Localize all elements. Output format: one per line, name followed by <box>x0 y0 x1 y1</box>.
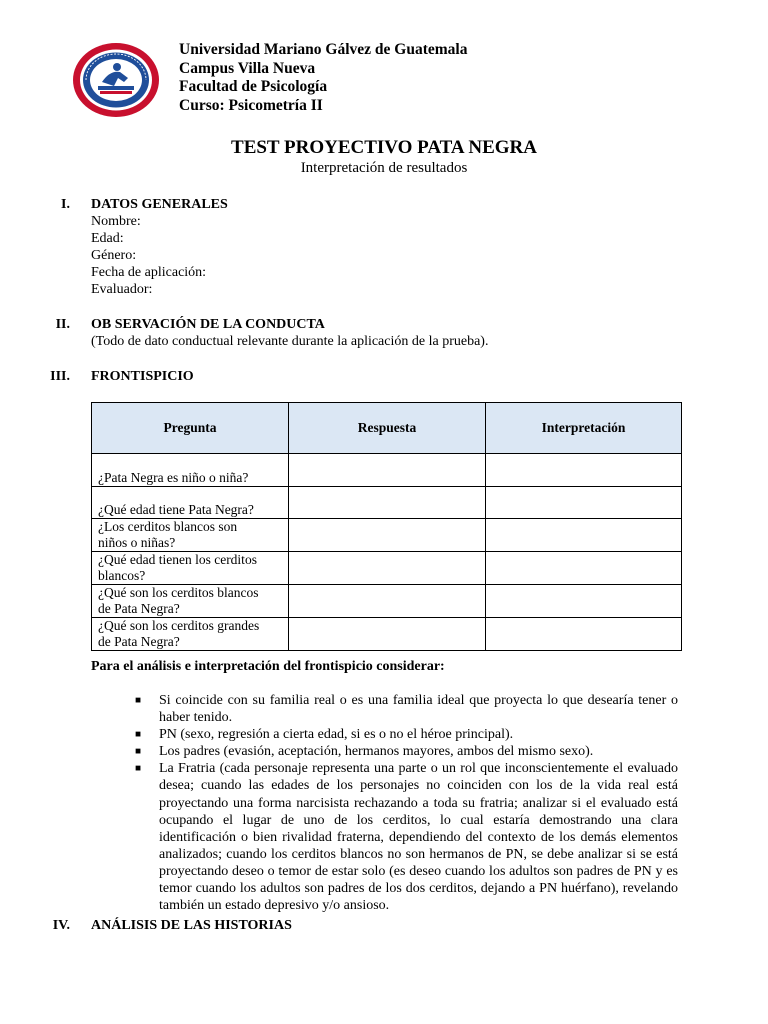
analysis-heading: Para el análisis e interpretación del frontispicio considerar: <box>91 659 445 674</box>
institution-header <box>179 41 467 115</box>
document-subtitle: Interpretación de resultados <box>300 160 468 176</box>
document-title: TEST PROYECTIVO PATA NEGRA <box>231 137 537 158</box>
answer-cell[interactable] <box>289 519 486 552</box>
field-evaluador: Evaluador: <box>91 282 153 297</box>
question-text: ¿Qué edad tienen los cerditos <box>98 552 257 567</box>
interpretation-cell[interactable] <box>486 519 682 552</box>
section-1-title: DATOS GENERALES <box>91 197 228 212</box>
answer-cell[interactable] <box>289 552 486 585</box>
answer-cell[interactable] <box>289 487 486 519</box>
section-3-title: FRONTISPICIO <box>91 369 194 384</box>
analysis-bullet-list <box>134 692 678 914</box>
question-text: ¿Los cerditos blancos son <box>98 519 238 534</box>
faculty-name: Facultad de Psicología <box>179 78 328 95</box>
table-row <box>92 618 682 651</box>
field-fecha: Fecha de aplicación: <box>91 265 207 280</box>
interpretation-cell[interactable] <box>486 552 682 585</box>
interpretation-cell[interactable] <box>486 618 682 651</box>
header-pregunta: Pregunta <box>92 403 289 454</box>
bullet-text: PN (sexo, regresión a cierta edad, si es o no el héroe principal). <box>159 727 514 743</box>
question-text: ¿Pata Negra es niño o niña? <box>98 470 249 485</box>
bullet-text: La Fratria (cada personaje representa una parte o un rol que inconscientemente el evaluado desea; cuando las edades de los personajes no coinciden con los de la vida real está proyectando una forma narcisista rechazando a toda su fratria; analizar si el evaluado está ocupando el lugar de uno de los cerditos, lo cual estaría demostrando una clara identificación o bien rivalidad fraterna, dependiendo del contexto de los demás elementos analizados; cuando los cerditos blancos no son hermanos de PN, se debe analizar si se está proyectando deseo o temor de estar solo (es deseo cuando los adultos son padres de PN y es temor cuando los adultos son padres de los dos cerditos, dejando a PN huérfano), revelando también un estado depresivo y/o ansioso. <box>159 761 678 914</box>
question-cell <box>92 585 289 618</box>
question-cell <box>92 519 289 552</box>
list-item <box>134 692 678 726</box>
bullet-text: Si coincide con su familia real o es una familia ideal que proyecta lo que desearía tener o haber tenido. <box>159 693 678 726</box>
table-row <box>92 552 682 585</box>
section-3-number: III. <box>50 369 70 384</box>
table-row <box>92 519 682 552</box>
course-name: Curso: Psicometría II <box>179 96 323 114</box>
section-2-number: II. <box>55 317 70 332</box>
interpretation-cell[interactable] <box>486 585 682 618</box>
table-row <box>92 585 682 618</box>
square-bullet-icon: ■ <box>135 729 142 741</box>
university-name: Universidad Mariano Gálvez de Guatemala <box>179 41 468 58</box>
question-text: blancos? <box>98 568 146 583</box>
interpretation-cell[interactable] <box>486 454 682 487</box>
question-text: de Pata Negra? <box>98 601 180 616</box>
answer-cell[interactable] <box>289 585 486 618</box>
field-genero: Género: <box>91 248 137 263</box>
answer-cell[interactable] <box>289 618 486 651</box>
section-1-number: I. <box>61 197 70 212</box>
field-nombre: Nombre: <box>91 214 141 229</box>
bullet-text: Los padres (evasión, aceptación, hermanos mayores, ambos del mismo sexo). <box>159 744 594 760</box>
interpretation-cell[interactable] <box>486 487 682 519</box>
header-respuesta: Respuesta <box>289 403 486 454</box>
field-edad: Edad: <box>91 231 124 246</box>
question-text: de Pata Negra? <box>98 634 180 649</box>
question-cell <box>92 552 289 585</box>
university-logo <box>72 42 160 118</box>
campus-name: Campus Villa Nueva <box>179 59 316 77</box>
square-bullet-icon: ■ <box>135 763 142 775</box>
question-cell <box>92 487 289 519</box>
question-text: ¿Qué son los cerditos grandes <box>98 618 260 633</box>
list-item <box>134 743 678 760</box>
square-bullet-icon: ■ <box>135 695 142 706</box>
table-row <box>92 454 682 487</box>
square-bullet-icon: ■ <box>135 746 142 758</box>
question-cell <box>92 454 289 487</box>
list-item <box>134 760 678 914</box>
section-2-note: (Todo de dato conductual relevante durante la aplicación de la prueba). <box>91 334 489 349</box>
section-4-number: IV. <box>52 918 70 933</box>
section-4-title: ANÁLISIS DE LAS HISTORIAS <box>91 918 292 933</box>
list-item <box>134 726 678 743</box>
question-text: niños o niñas? <box>98 535 176 550</box>
answer-cell[interactable] <box>289 454 486 487</box>
question-cell <box>92 618 289 651</box>
question-text: ¿Qué son los cerditos blancos <box>98 585 259 600</box>
question-text: ¿Qué edad tiene Pata Negra? <box>98 502 254 517</box>
table-row <box>92 487 682 519</box>
section-2-title: OB SERVACIÓN DE LA CONDUCTA <box>91 317 325 332</box>
header-interpretacion: Interpretación <box>486 403 682 454</box>
frontispicio-table <box>91 402 682 651</box>
